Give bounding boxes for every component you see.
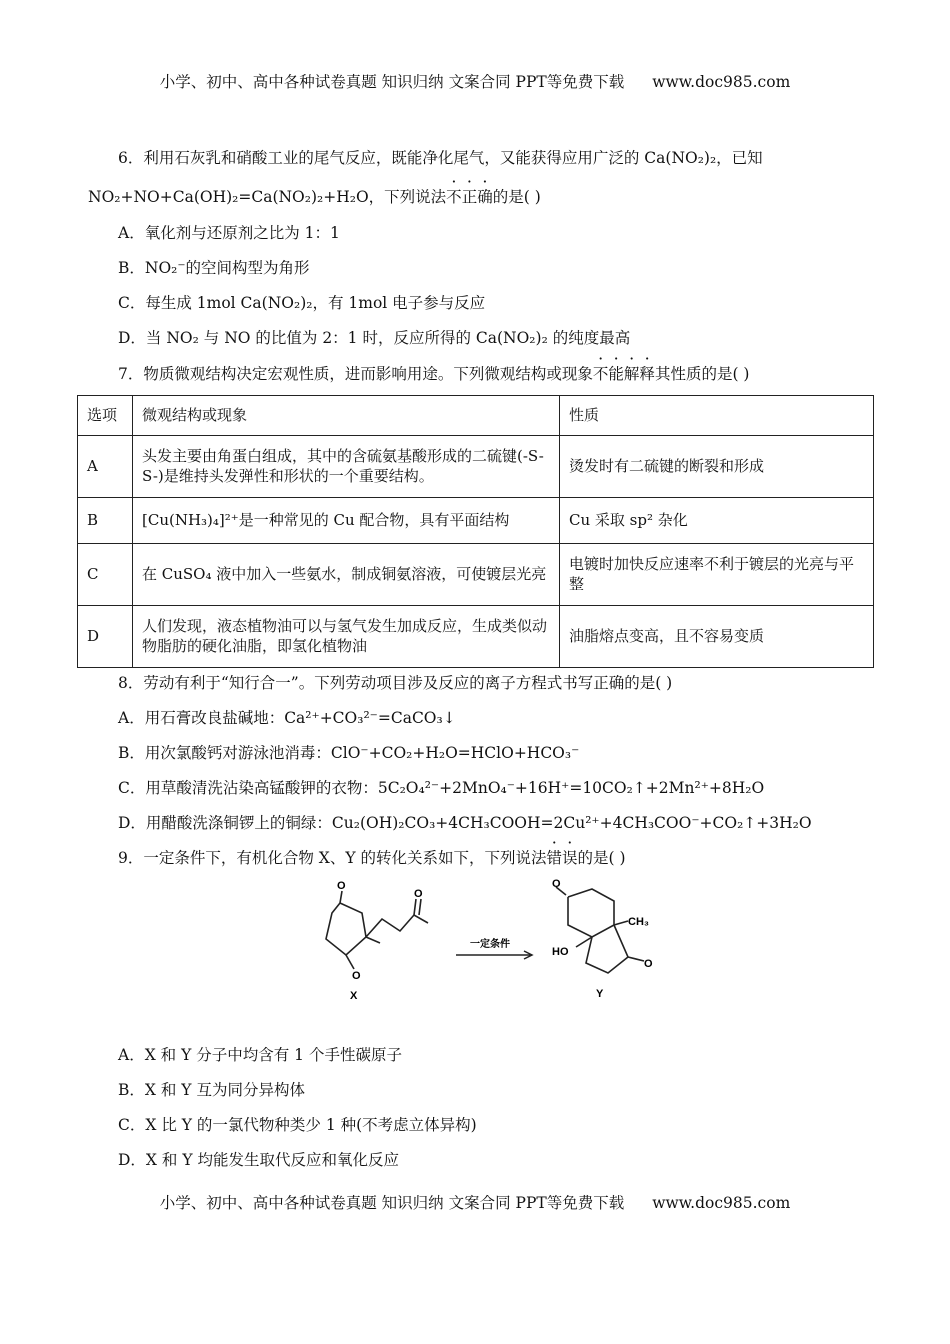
emphasis-char: 释 <box>639 365 655 383</box>
row-a-property: 烫发时有二硫键的断裂和形成 <box>560 436 874 498</box>
q6-option-b: B．NO₂⁻的空间构型为角形 <box>118 259 310 277</box>
table-header-row <box>78 396 874 436</box>
q6-option-a: A．氧化剂与还原剂之比为 1：1 <box>118 224 340 242</box>
emphasis-char: 不 <box>592 365 609 383</box>
emphasis-char: 确 <box>477 188 493 206</box>
y-oxygen-ketone: O <box>552 878 561 890</box>
q8-stem: 8．劳动有利于“知行合一”。下列劳动项目涉及反应的离子方程式书写正确的是( ) <box>118 674 673 692</box>
page-footer <box>0 1191 950 1213</box>
q9-option-b: B．X 和 Y 互为同分异构体 <box>118 1081 305 1099</box>
reaction-figure <box>310 875 670 1005</box>
q8-option-a: A．用石膏改良盐碱地：Ca²⁺+CO₃²⁻=CaCO₃↓ <box>118 709 456 727</box>
footer-text: 小学、初中、高中各种试卷真题 知识归纳 文案合同 PPT等免费下载 <box>159 1194 625 1212</box>
table-row <box>78 436 874 498</box>
header-property: 性质 <box>560 396 874 436</box>
arrow-label: 一定条件 <box>470 939 510 950</box>
q7-emphasis <box>593 365 655 383</box>
emphasis-char: 解 <box>623 365 640 383</box>
q8-option-c: C．用草酸清洗沾染高锰酸钾的衣物：5C₂O₄²⁻+2MnO₄⁻+16H⁺=10CO₂↑+2Mn²⁺+8H₂O <box>118 779 765 797</box>
page-header <box>0 70 950 92</box>
x-label: X <box>350 990 358 1002</box>
emphasis-char: 正 <box>461 188 478 206</box>
q9-emphasis <box>547 849 578 867</box>
row-a-structure: 头发主要由角蛋白组成，其中的含硫氨基酸形成的二硫键(-S-S-)是维持头发弹性和形状的一个重要结构。 <box>133 436 560 498</box>
x-oxygen-top: O <box>337 880 346 892</box>
row-a-option: A <box>78 436 133 498</box>
row-b-option: B <box>78 498 133 544</box>
x-oxygen-chain: O <box>414 888 423 900</box>
q7-stem <box>118 362 749 384</box>
table-row <box>78 544 874 606</box>
y-hydroxyl: HO <box>552 946 569 958</box>
q7-stem-tail: 其性质的是( ) <box>654 365 750 383</box>
q6-stem-tail: 的是( ) <box>492 188 541 206</box>
emphasis-char: 误 <box>562 849 578 867</box>
q9-stem <box>118 846 626 868</box>
q6-option-d: D．当 NO₂ 与 NO 的比值为 2：1 时，反应所得的 Ca(NO₂)₂ 的纯度最高 <box>118 329 631 347</box>
q9-option-d: D．X 和 Y 均能发生取代反应和氧化反应 <box>118 1151 399 1169</box>
molecule-y <box>556 887 644 973</box>
q8-option-d: D．用醋酸洗涤铜锣上的铜绿：Cu₂(OH)₂CO₃+4CH₃COOH=2Cu²⁺+4CH₃COO⁻+CO₂↑+3H₂O <box>118 814 812 832</box>
q9-stem-head: 9．一定条件下，有机化合物 X、Y 的转化关系如下，下列说法 <box>118 849 547 867</box>
q6-equation: NO₂+NO+Ca(OH)₂=Ca(NO₂)₂+H₂O，下列说法 <box>88 188 447 206</box>
header-option: 选项 <box>78 396 133 436</box>
row-d-option: D <box>78 606 133 668</box>
y-label: Y <box>596 988 604 1000</box>
header-url[interactable]: www.doc985.com <box>652 73 791 91</box>
row-b-structure: [Cu(NH₃)₄]²⁺是一种常见的 Cu 配合物，具有平面结构 <box>133 498 560 544</box>
q6-stem-line1: 6．利用石灰乳和硝酸工业的尾气反应，既能净化尾气，又能获得应用广泛的 Ca(NO₂)₂，已知 <box>118 149 763 167</box>
emphasis-char: 错 <box>546 849 563 867</box>
row-d-property: 油脂熔点变高，且不容易变质 <box>560 606 874 668</box>
y-oxygen-ring: O <box>644 958 653 970</box>
q9-stem-tail: 的是( ) <box>577 849 626 867</box>
row-c-structure: 在 CuSO₄ 液中加入一些氨水，制成铜氨溶液，可使镀层光亮 <box>133 544 560 606</box>
row-b-property: Cu 采取 sp² 杂化 <box>560 498 874 544</box>
q6-option-c: C．每生成 1mol Ca(NO₂)₂，有 1mol 电子参与反应 <box>118 294 486 312</box>
q7-table <box>77 395 874 668</box>
emphasis-char: 不 <box>446 188 462 206</box>
q9-option-a: A．X 和 Y 分子中均含有 1 个手性碳原子 <box>118 1046 402 1064</box>
row-d-structure: 人们发现，液态植物油可以与氢气发生加成反应，生成类似动物脂肪的硬化油脂，即氢化植物油 <box>133 606 560 668</box>
footer-url[interactable]: www.doc985.com <box>652 1194 791 1212</box>
molecule-x <box>326 891 428 969</box>
q6-stem-line2 <box>88 185 541 207</box>
row-c-property: 电镀时加快反应速率不利于镀层的光亮与平整 <box>560 544 874 606</box>
table-row <box>78 498 874 544</box>
header-text: 小学、初中、高中各种试卷真题 知识归纳 文案合同 PPT等免费下载 <box>159 73 625 91</box>
q9-option-c: C．X 比 Y 的一氯代物种类少 1 种(不考虑立体异构) <box>118 1116 477 1134</box>
table-row <box>78 606 874 668</box>
y-methyl: CH₃ <box>628 916 649 928</box>
q7-stem-head: 7．物质微观结构决定宏观性质，进而影响用途。下列微观结构或现象 <box>118 365 593 383</box>
x-oxygen-bottom: O <box>352 970 361 982</box>
emphasis-char: 能 <box>608 365 624 383</box>
q8-option-b: B．用次氯酸钙对游泳池消毒：ClO⁻+CO₂+H₂O=HClO+HCO₃⁻ <box>118 744 580 762</box>
row-c-option: C <box>78 544 133 606</box>
q6-emphasis <box>446 188 493 206</box>
header-structure: 微观结构或现象 <box>133 396 560 436</box>
